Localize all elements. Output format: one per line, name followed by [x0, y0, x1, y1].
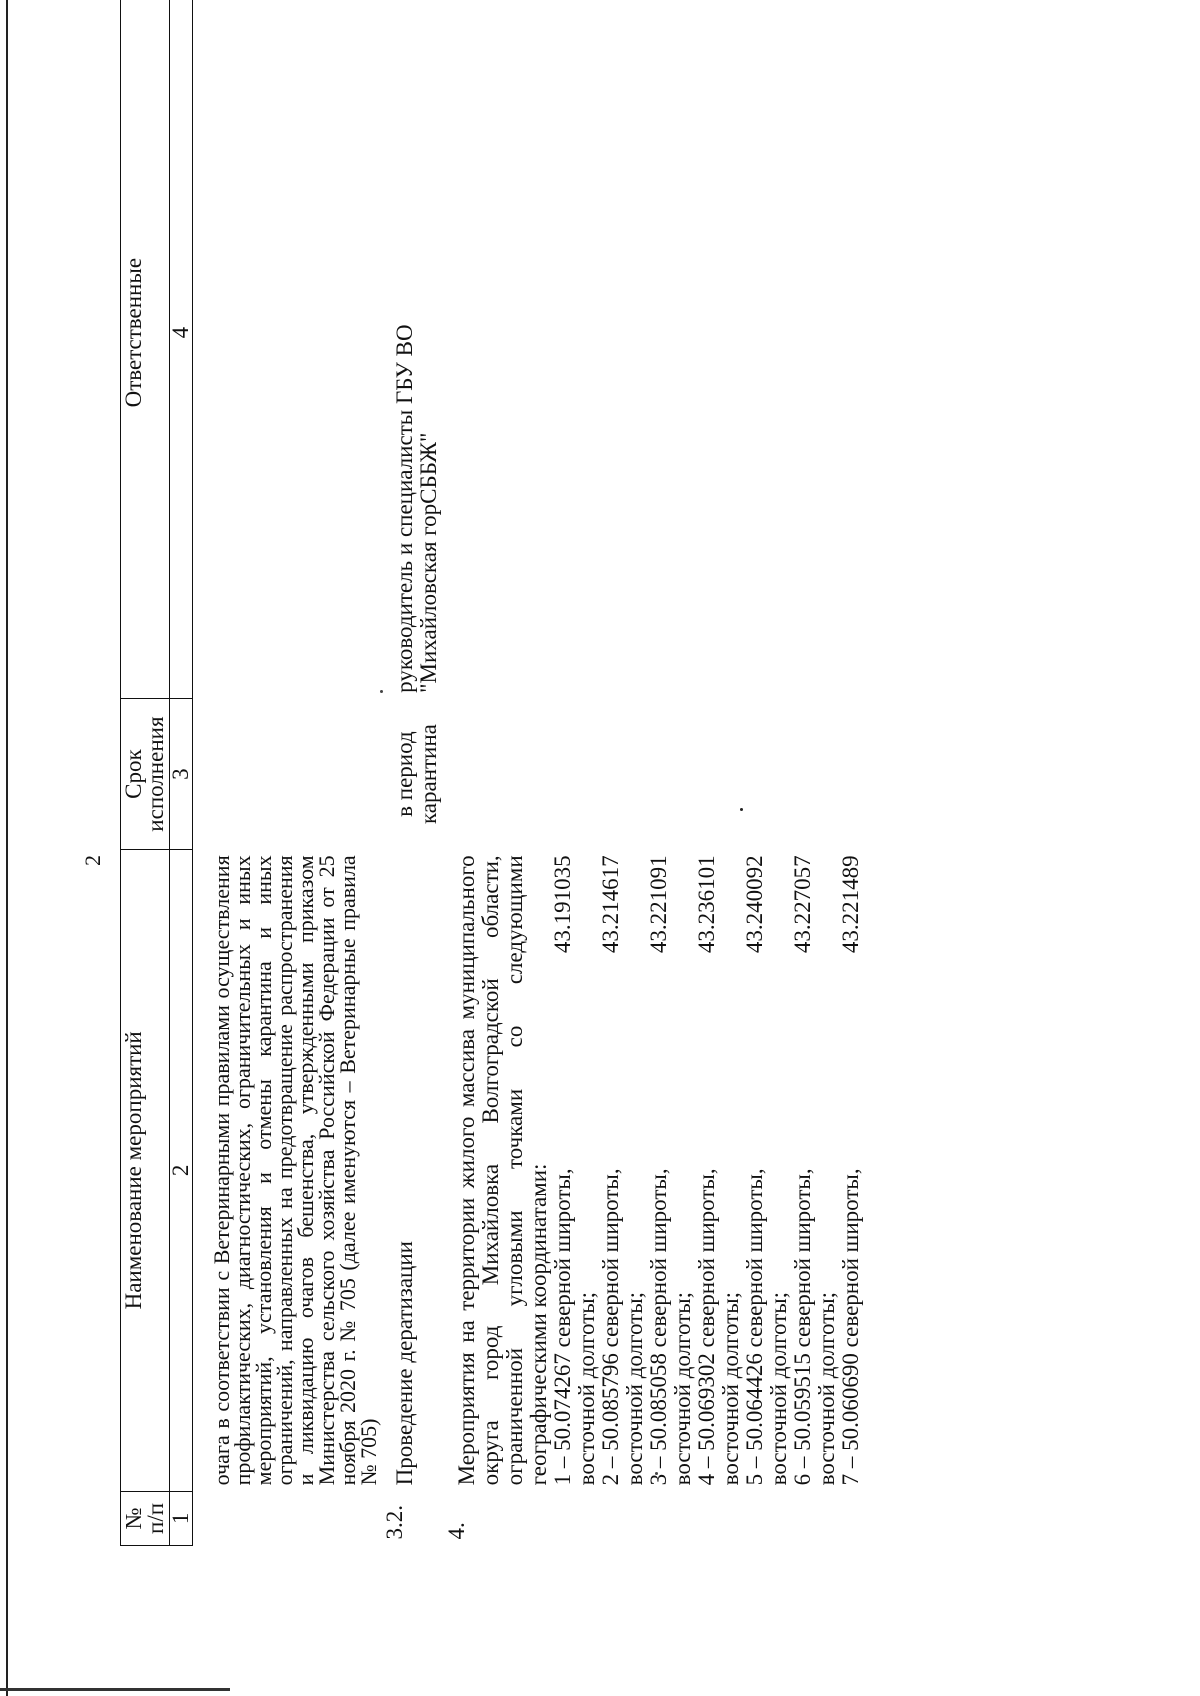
- coordinate-item: [743, 855, 791, 1485]
- header-num: № п/п: [121, 1491, 170, 1545]
- header-number: 4: [170, 0, 193, 699]
- coordinate-suffix: восточной долготы;: [574, 1291, 599, 1486]
- coordinate-item: [647, 855, 695, 1485]
- coordinate-suffix: восточной долготы;: [766, 1291, 791, 1486]
- coordinate-suffix: восточной долготы;: [718, 1291, 743, 1486]
- coordinate-lat: 7 – 50.060690 северной широты,: [838, 1168, 863, 1486]
- coordinate-item: [551, 855, 599, 1485]
- coordinate-item: [599, 855, 647, 1485]
- coordinate-item: [791, 855, 839, 1485]
- row-responsible: [381, 0, 443, 699]
- row-name: [443, 849, 865, 1491]
- coordinate-lat: 5 – 50.064426 северной широты,: [742, 1168, 767, 1486]
- coordinate-lon: 43.221489: [838, 855, 863, 954]
- responsible-line: руководитель и специалисты ГБУ ВО: [392, 324, 417, 693]
- coordinate-lon: 43.240092: [742, 855, 767, 954]
- header-responsible: Ответственные: [121, 0, 170, 699]
- row-number: 4.: [444, 1522, 469, 1540]
- coordinate-lon: 43.227057: [790, 855, 815, 954]
- coordinate-suffix: восточной долготы;: [670, 1291, 695, 1486]
- coordinate-lat: 1 – 50.074267 северной широты,: [550, 1168, 575, 1486]
- page-number: 2: [80, 855, 105, 866]
- table-header-numbers: [170, 0, 193, 1546]
- continuation-text: очага в соответствии с Ветеринарными правилами осуществления профилактических, диагностических, ограничительных и иных мероприятий, установления и отмены карантина и иных ограничений, направленных на предотвращение распространения и ликвидацию очагов бешенства, утвержденными приказом Министерства сельского хозяйства Российской Федерации от 25 ноября 2020 г. № 705 (далее именуются – Ветеринарные правила № 705): [209, 855, 381, 1486]
- coordinate-lon: 43.236101: [694, 855, 719, 954]
- row-number: 3.2.: [382, 1505, 407, 1540]
- header-number: 3: [170, 699, 193, 849]
- header-name: Наименование мероприятий: [121, 849, 170, 1491]
- table-row: [381, 0, 443, 1546]
- table-row: [443, 0, 865, 1546]
- coordinate-lat: 2 – 50.085796 северной широты,: [598, 1168, 623, 1486]
- table-header-row: [121, 0, 170, 1546]
- coordinate-suffix: восточной долготы;: [622, 1291, 647, 1486]
- row-name: Проведение дератизации: [392, 1241, 417, 1486]
- coordinate-lon: 43.214617: [598, 855, 623, 954]
- scan-speck: [740, 808, 743, 811]
- coordinate-lat: 4 – 50.069302 северной широты,: [694, 1168, 719, 1486]
- coordinate-lat: 6 – 50.059515 северной широты,: [790, 1168, 815, 1486]
- coordinate-lon: 43.191035: [550, 855, 575, 954]
- table-row: [193, 0, 382, 1546]
- header-number: 2: [170, 849, 193, 1491]
- coordinates-intro: Мероприятия на территории жилого массива муниципального округа город Михайловка Волгоградской области, ограниченной угловыми точками со следующими географическими координатами:: [454, 855, 551, 1486]
- coordinate-item: [839, 855, 863, 1485]
- measures-table: [120, 0, 865, 1546]
- row-term: в период карантина: [392, 724, 441, 825]
- coordinate-lat: 3 – 50.085058 северной широты,: [646, 1168, 671, 1486]
- header-number: 1: [170, 1491, 193, 1545]
- coordinate-suffix: восточной долготы;: [814, 1291, 839, 1486]
- responsible-line: "Михайловская горСББЖ": [416, 432, 441, 693]
- header-term: Срок исполнения: [121, 699, 170, 849]
- coordinate-lon: 43.221091: [646, 855, 671, 954]
- coordinate-item: [695, 855, 743, 1485]
